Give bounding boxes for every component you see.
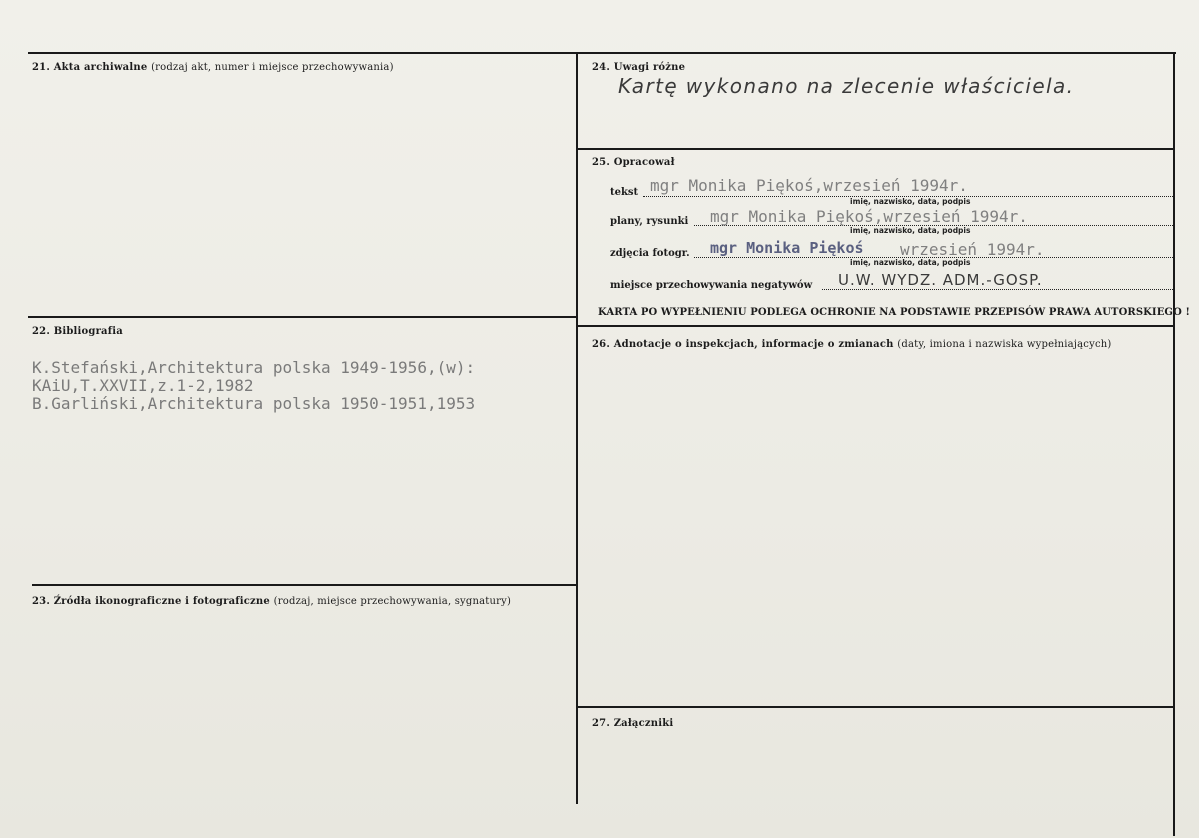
section-24-label bbox=[592, 62, 685, 73]
rule-21-22 bbox=[28, 316, 578, 318]
section-21-subtitle: (rodzaj akt, numer i miejsce przechowywania) bbox=[151, 62, 394, 73]
section-23-label bbox=[32, 596, 511, 607]
row-zdjecia-date: wrzesień 1994r. bbox=[900, 240, 1045, 259]
section-22-label bbox=[32, 326, 123, 337]
row-zdjecia-caption: imię, nazwisko, data, podpis bbox=[850, 258, 971, 267]
section-26-subtitle: (daty, imiona i nazwiska wypełniających) bbox=[897, 339, 1112, 350]
row-negatywy-value: U.W. WYDZ. ADM.-GOSP. bbox=[838, 271, 1043, 289]
rule-22-23 bbox=[32, 584, 578, 586]
rule-24-25 bbox=[578, 148, 1175, 150]
section-21-title: Akta archiwalne bbox=[53, 62, 148, 73]
section-27-title: Załączniki bbox=[613, 718, 674, 729]
section-26-label bbox=[592, 339, 1112, 350]
row-plany-value: mgr Monika Piękoś,wrzesień 1994r. bbox=[710, 207, 1028, 226]
section-22-title: Bibliografia bbox=[53, 326, 123, 337]
row-tekst-value: mgr Monika Piękoś,wrzesień 1994r. bbox=[650, 176, 968, 195]
row-plany-caption: imię, nazwisko, data, podpis bbox=[850, 226, 971, 235]
row-tekst-label: tekst bbox=[610, 187, 639, 198]
row-zdjecia-value: mgr Monika Piękoś bbox=[710, 239, 864, 257]
row-plany-label: plany, rysunki bbox=[610, 216, 689, 227]
row-negatywy-label: miejsce przechowywania negatywów bbox=[610, 280, 813, 291]
section-25-title: Opracował bbox=[613, 157, 675, 168]
rule-26-27 bbox=[578, 706, 1175, 708]
bibliography-line-3: B.Garliński,Architektura polska 1950-1951,1953 bbox=[32, 394, 476, 413]
right-vertical-rule bbox=[1173, 52, 1175, 836]
row-tekst-caption: imię, nazwisko, data, podpis bbox=[850, 197, 971, 206]
row-zdjecia-label: zdjęcia fotogr. bbox=[610, 248, 690, 259]
bibliography-line-2: KAiU,T.XXVII,z.1-2,1982 bbox=[32, 376, 254, 395]
section-27-number: 27. bbox=[592, 718, 610, 729]
section-23-title: Źródła ikonograficzne i fotograficzne bbox=[53, 596, 270, 607]
section-25-label bbox=[592, 157, 675, 168]
section-22-number: 22. bbox=[32, 326, 50, 337]
section-24-handwritten-note: Kartę wykonano na zlecenie właściciela. bbox=[618, 74, 1075, 98]
bibliography-line-1: K.Stefański,Architektura polska 1949-1956,(w): bbox=[32, 358, 476, 377]
rule-25-26 bbox=[578, 325, 1175, 327]
row-negatywy-line bbox=[822, 289, 1173, 290]
section-21-label bbox=[32, 62, 394, 73]
section-25-number: 25. bbox=[592, 157, 610, 168]
section-23-number: 23. bbox=[32, 596, 50, 607]
section-23-subtitle: (rodzaj, miejsce przechowywania, sygnatury) bbox=[273, 596, 512, 607]
top-rule bbox=[28, 52, 1176, 54]
section-21-number: 21. bbox=[32, 62, 50, 73]
section-24-number: 24. bbox=[592, 62, 610, 73]
center-vertical-rule bbox=[576, 52, 578, 804]
copyright-notice: KARTA PO WYPEŁNIENIU PODLEGA OCHRONIE NA PODSTAWIE PRZEPISÓW PRAWA AUTORSKIEGO ! bbox=[598, 307, 1190, 318]
section-26-title: Adnotacje o inspekcjach, informacje o zmianach bbox=[613, 339, 894, 350]
section-26-number: 26. bbox=[592, 339, 610, 350]
section-24-title: Uwagi różne bbox=[613, 62, 686, 73]
section-27-label bbox=[592, 718, 673, 729]
